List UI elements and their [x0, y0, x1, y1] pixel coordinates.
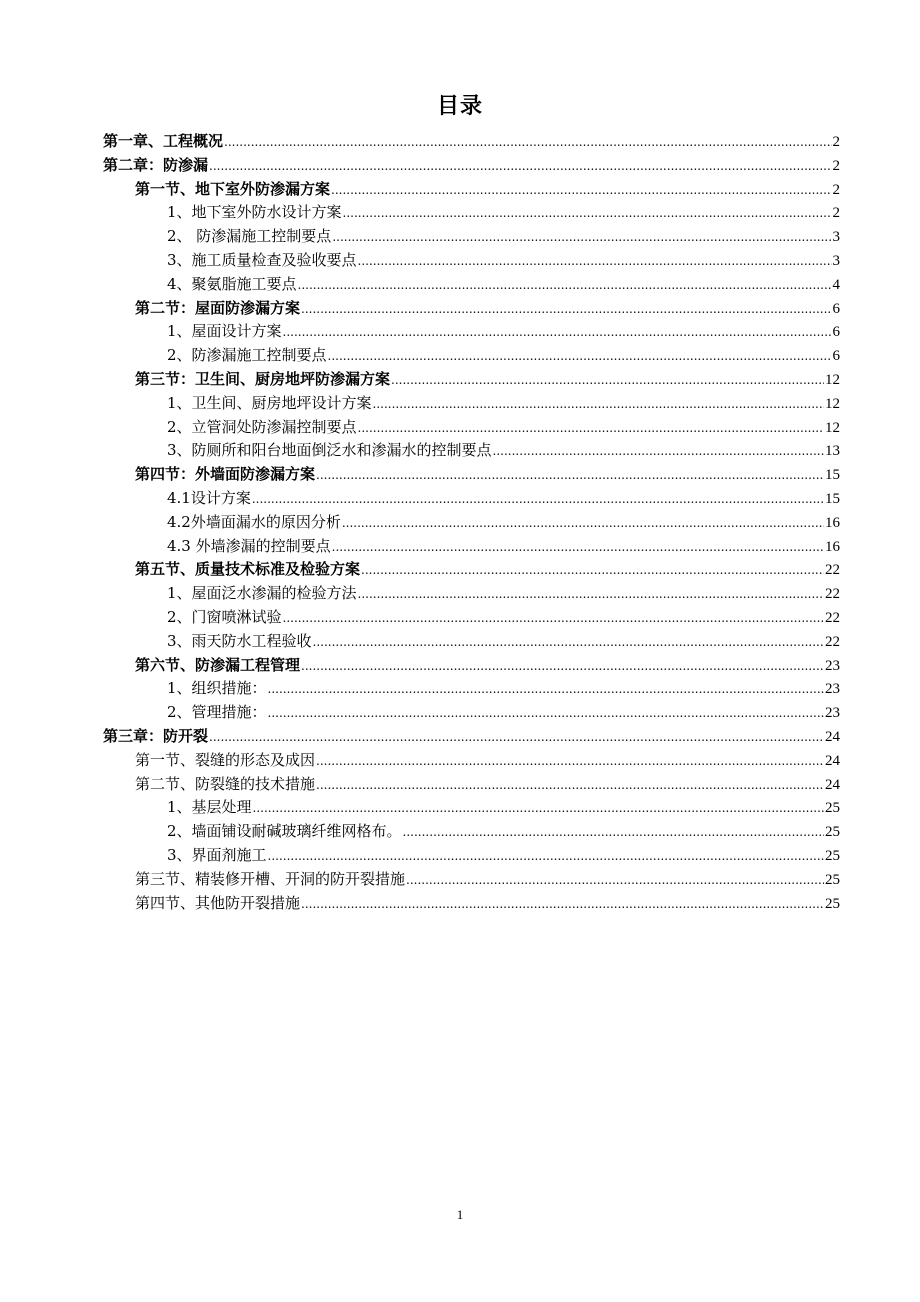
toc-entry[interactable]: [103, 416, 840, 440]
toc-dot-leader: [253, 797, 824, 821]
toc-entry[interactable]: [103, 249, 840, 273]
toc-dot-leader: [358, 583, 824, 607]
toc-dot-leader: [316, 774, 824, 798]
toc-entry-page: 22: [825, 609, 840, 626]
toc-dot-leader: [313, 631, 824, 655]
toc-entry-page: 24: [825, 728, 840, 745]
toc-entry[interactable]: [103, 820, 840, 844]
toc-entry-label: 4、聚氨脂施工要点: [167, 274, 297, 293]
toc-entry-label: 第六节、防渗漏工程管理: [135, 655, 301, 674]
toc-entry-page: 23: [825, 657, 840, 674]
toc-entry-page: 22: [825, 586, 840, 603]
toc-entry-label: 1、组织措施：: [167, 679, 267, 698]
toc-dot-leader: [342, 512, 824, 536]
toc-entry-page: 12: [825, 419, 840, 436]
toc-entry-page: 2: [832, 181, 840, 198]
toc-entry[interactable]: [103, 368, 840, 392]
toc-entry-label: 第四节、其他防开裂措施: [135, 893, 301, 912]
toc-entry[interactable]: [103, 868, 840, 892]
toc-entry[interactable]: [103, 582, 840, 606]
toc-entry-label: 第二节、防裂缝的技术措施: [135, 774, 316, 793]
table-of-contents: [103, 130, 840, 915]
toc-dot-leader: [331, 179, 831, 203]
toc-entry[interactable]: [103, 654, 840, 678]
toc-entry-page: 12: [825, 371, 840, 388]
toc-entry-label: 1、屋面设计方案: [167, 322, 282, 341]
toc-entry-page: 2: [832, 157, 840, 174]
toc-dot-leader: [316, 464, 824, 488]
toc-dot-leader: [283, 607, 824, 631]
toc-entry-label: 第一节、地下室外防渗漏方案: [135, 179, 331, 198]
toc-entry-page: 24: [825, 776, 840, 793]
toc-entry-page: 25: [825, 895, 840, 912]
toc-entry-label: 2、管理措施：: [167, 703, 267, 722]
toc-entry-label: 4.3 外墙渗漏的控制要点: [167, 536, 331, 555]
toc-entry[interactable]: [103, 725, 840, 749]
toc-entry[interactable]: [103, 511, 840, 535]
toc-entry-label: 2、 防渗漏施工控制要点: [167, 227, 332, 246]
toc-dot-leader: [332, 536, 824, 560]
toc-dot-leader: [391, 369, 824, 393]
toc-entry[interactable]: [103, 535, 840, 559]
toc-dot-leader: [209, 726, 824, 750]
toc-dot-leader: [301, 655, 824, 679]
toc-entry-label: 1、基层处理: [167, 798, 252, 817]
toc-entry-label: 第三节：卫生间、厨房地坪防渗漏方案: [135, 369, 391, 388]
toc-entry-page: 25: [825, 800, 840, 817]
toc-entry-label: 第四节：外墙面防渗漏方案: [135, 465, 316, 484]
toc-entry-label: 2、墙面铺设耐碱玻璃纤维网格布。: [167, 822, 402, 841]
toc-dot-leader: [358, 417, 824, 441]
toc-entry-page: 12: [825, 395, 840, 412]
toc-entry[interactable]: [103, 273, 840, 297]
toc-entry-page: 3: [832, 252, 840, 269]
toc-dot-leader: [252, 488, 824, 512]
toc-entry-page: 23: [825, 681, 840, 698]
toc-dot-leader: [403, 821, 824, 845]
toc-entry-label: 3、界面剂施工: [167, 845, 267, 864]
toc-entry[interactable]: [103, 178, 840, 202]
toc-entry-label: 2、防渗漏施工控制要点: [167, 346, 327, 365]
toc-dot-leader: [268, 702, 824, 726]
toc-entry-label: 第三章：防开裂: [103, 726, 209, 745]
toc-entry-page: 16: [825, 514, 840, 531]
toc-entry[interactable]: [103, 558, 840, 582]
toc-entry-label: 3、雨天防水工程验收: [167, 631, 312, 650]
toc-entry-label: 3、防厕所和阳台地面倒泛水和渗漏水的控制要点: [167, 441, 492, 460]
toc-dot-leader: [332, 226, 831, 250]
toc-entry[interactable]: [103, 392, 840, 416]
toc-entry-page: 25: [825, 824, 840, 841]
toc-entry[interactable]: [103, 297, 840, 321]
toc-entry[interactable]: [103, 439, 840, 463]
toc-entry[interactable]: [103, 606, 840, 630]
toc-entry[interactable]: [103, 463, 840, 487]
toc-entry-page: 4: [832, 276, 840, 293]
toc-dot-leader: [298, 274, 832, 298]
toc-dot-leader: [493, 440, 824, 464]
toc-dot-leader: [343, 202, 832, 226]
toc-entry-label: 第二章：防渗漏: [103, 155, 209, 174]
toc-entry-label: 3、施工质量检查及验收要点: [167, 250, 357, 269]
toc-entry-label: 2、立管洞处防渗漏控制要点: [167, 417, 357, 436]
toc-dot-leader: [301, 298, 831, 322]
page-title: 目录: [436, 94, 483, 119]
toc-entry[interactable]: [103, 630, 840, 654]
toc-entry[interactable]: [103, 796, 840, 820]
toc-entry-page: 6: [832, 348, 840, 365]
toc-entry-page: 23: [825, 705, 840, 722]
toc-entry-page: 25: [825, 871, 840, 888]
toc-entry[interactable]: [103, 749, 840, 773]
toc-dot-leader: [283, 321, 832, 345]
toc-entry-label: 第一章、工程概况: [103, 132, 224, 150]
toc-entry-page: 6: [832, 324, 840, 341]
toc-entry-page: 22: [825, 562, 840, 579]
toc-entry-label: 第三节、精装修开槽、开洞的防开裂措施: [135, 869, 406, 888]
toc-dot-leader: [358, 250, 832, 274]
toc-dot-leader: [328, 345, 832, 369]
toc-entry-label: 第二节：屋面防渗漏方案: [135, 298, 301, 317]
toc-entry-page: 2: [832, 205, 840, 222]
toc-dot-leader: [209, 155, 831, 179]
toc-entry[interactable]: [103, 154, 840, 178]
toc-entry[interactable]: [103, 487, 840, 511]
toc-dot-leader: [316, 750, 824, 774]
toc-entry[interactable]: [103, 844, 840, 868]
toc-entry[interactable]: [103, 201, 840, 225]
toc-dot-leader: [224, 131, 831, 155]
toc-entry[interactable]: [103, 701, 840, 725]
toc-entry-label: 1、地下室外防水设计方案: [167, 203, 342, 222]
toc-entry-page: 6: [832, 300, 840, 317]
toc-entry[interactable]: [103, 773, 840, 797]
toc-dot-leader: [268, 845, 824, 869]
toc-dot-leader: [301, 893, 824, 917]
toc-entry-label: 第五节、质量技术标准及检验方案: [135, 560, 361, 579]
toc-entry[interactable]: [103, 677, 840, 701]
toc-entry-page: 15: [825, 490, 840, 507]
toc-entry-page: 13: [825, 443, 840, 460]
toc-entry[interactable]: [103, 320, 840, 344]
toc-dot-leader: [268, 678, 824, 702]
toc-entry-label: 第一节、裂缝的形态及成因: [135, 750, 316, 769]
toc-entry-page: 25: [825, 847, 840, 864]
toc-entry-page: 16: [825, 538, 840, 555]
toc-entry-label: 2、门窗喷淋试验: [167, 607, 282, 626]
toc-entry-label: 1、卫生间、厨房地坪设计方案: [167, 393, 372, 412]
toc-entry-page: 24: [825, 752, 840, 769]
toc-dot-leader: [373, 393, 824, 417]
toc-entry[interactable]: [103, 892, 840, 916]
toc-entry[interactable]: [103, 225, 840, 249]
toc-entry-label: 4.2外墙面漏水的原因分析: [167, 512, 341, 531]
toc-entry-page: 15: [825, 467, 840, 484]
toc-entry[interactable]: [103, 344, 840, 368]
toc-entry-label: 1、屋面泛水渗漏的检验方法: [167, 584, 357, 603]
toc-entry-label: 4.1设计方案: [167, 488, 251, 507]
toc-entry-page: 22: [825, 633, 840, 650]
toc-entry-page: 3: [832, 229, 840, 246]
toc-entry-page: 2: [832, 134, 840, 150]
toc-dot-leader: [406, 869, 824, 893]
toc-entry[interactable]: [103, 130, 840, 154]
toc-dot-leader: [361, 559, 824, 583]
page-number: 1: [456, 1207, 464, 1222]
